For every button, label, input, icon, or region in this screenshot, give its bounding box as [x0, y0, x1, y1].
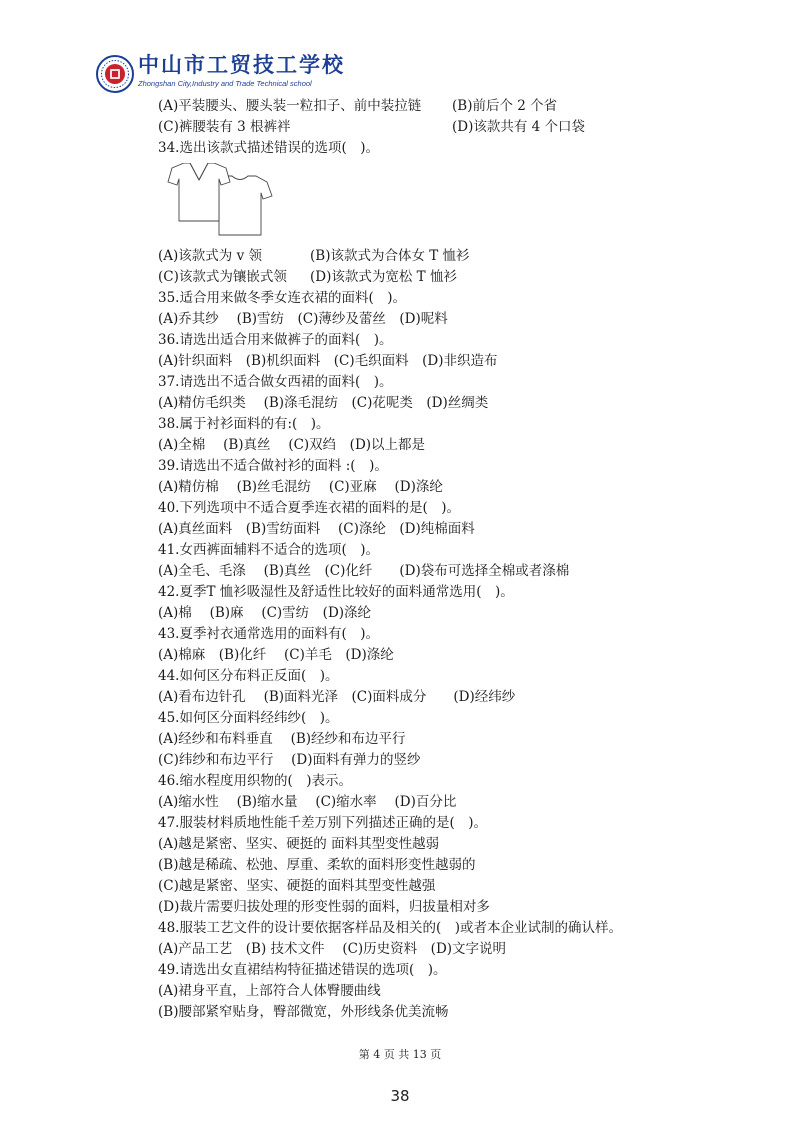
option-row: [158, 117, 758, 138]
option-row: [158, 96, 758, 117]
option-row: (A)针织面料 (B)机织面料 (C)毛织面料 (D)非织造布: [158, 353, 498, 369]
option-row: (B)腰部紧窄贴身，臀部微宽，外形线条优美流畅: [158, 1004, 449, 1020]
question-text: 38.属于衬衫面料的有:( )。: [158, 416, 330, 432]
option-text: (A)平装腰头、腰头装一粒扣子、前中装拉链: [158, 98, 422, 114]
option-row: (A)产品工艺 (B) 技术文件 (C)历史资料 (D)文字说明: [158, 941, 507, 957]
option-text: (C)裤腰装有 3 根裤袢: [158, 119, 291, 135]
option-row: (A)棉 (B)麻 (C)雪纺 (D)涤纶: [158, 605, 372, 621]
option-row: (D)裁片需要归拔处理的形变性弱的面料，归拔量相对多: [158, 899, 490, 915]
option-row: (A)越是紧密、坚实、硬挺的 面料其型变性越弱: [158, 836, 440, 852]
school-name-cn: 中山市工贸技工学校: [138, 52, 345, 77]
option-text: (D)该款共有 4 个口袋: [452, 119, 586, 135]
question-text: 43.夏季衬衣通常选用的面料有( )。: [158, 626, 380, 642]
question-text: 48.服装工艺文件的设计要依据客样品及相关的( )或者本企业试制的确认样。: [158, 920, 623, 936]
tshirt-sketch-icon: [164, 163, 274, 243]
option-text: (C)该款式为镶嵌式领: [158, 269, 287, 285]
page-footer: 第 4 页 共 13 页: [358, 1048, 442, 1061]
question-text: 47.服装材料质地性能千差万别下列描述正确的是( )。: [158, 815, 488, 831]
option-row: (A)精仿棉 (B)丝毛混纺 (C)亚麻 (D)涤纶: [158, 479, 443, 495]
option-row: (A)棉麻 (B)化纤 (C)羊毛 (D)涤纶: [158, 647, 394, 663]
option-text: (A)该款式为 v 领: [158, 248, 262, 264]
option-row: (A)精仿毛织类 (B)涤毛混纺 (C)花呢类 (D)丝绸类: [158, 395, 489, 411]
tshirt-illustration: [158, 159, 758, 246]
question-text: 39.请选出不适合做衬衫的面料 :( )。: [158, 458, 388, 474]
question-text: 42.夏季T 恤衫吸湿性及舒适性比较好的面料通常选用( )。: [158, 584, 514, 600]
option-row: [158, 267, 758, 288]
question-text: 45.如何区分面料经纬纱( )。: [158, 710, 339, 726]
option-row: (A)真丝面料 (B)雪纺面料 (C)涤纶 (D)纯棉面料: [158, 521, 475, 537]
option-row: (C)越是紧密、坚实、硬挺的面料其型变性越强: [158, 878, 436, 894]
question-text: 35.适合用来做冬季女连衣裙的面料( )。: [158, 290, 407, 306]
option-text: (D)该款式为宽松 T 恤衫: [310, 269, 457, 285]
option-text: (B)前后个 2 个省: [452, 98, 558, 114]
option-row: (A)乔其纱 (B)雪纺 (C)薄纱及蕾丝 (D)呢料: [158, 311, 448, 327]
question-text: 49.请选出女直裙结构特征描述错误的选项( )。: [158, 962, 447, 978]
option-row: (A)看布边针孔 (B)面料光泽 (C)面料成分 (D)经纬纱: [158, 689, 516, 705]
option-row: [158, 246, 758, 267]
option-row: (A)缩水性 (B)缩水量 (C)缩水率 (D)百分比: [158, 794, 457, 810]
option-row: (A)全棉 (B)真丝 (C)双绉 (D)以上都是: [158, 437, 426, 453]
school-header: [96, 52, 356, 96]
option-row: (A)经纱和布料垂直 (B)经纱和布边平行: [158, 731, 406, 747]
question-text: 37.请选出不适合做女西裙的面料( )。: [158, 374, 393, 390]
option-row: (B)越是稀疏、松弛、厚重、柔软的面料形变性越弱的: [158, 857, 476, 873]
option-row: (A)全毛、毛涤 (B)真丝 (C)化纤 (D)袋布可选择全棉或者涤棉: [158, 563, 570, 579]
question-text: 41.女西裤面辅料不适合的选项( )。: [158, 542, 380, 558]
option-text: (B)该款式为合体女 T 恤衫: [310, 248, 470, 264]
question-text: 36.请选出适合用来做裤子的面料( )。: [158, 332, 393, 348]
question-text: 40.下列选项中不适合夏季连衣裙的面料的是( )。: [158, 500, 461, 516]
option-row: (C)纬纱和布边平行 (D)面料有弹力的竖纱: [158, 752, 421, 768]
school-name-en: Zhongshan City,Industry and Trade Technical school: [138, 79, 312, 88]
option-row: (A)裙身平直，上部符合人体臀腰曲线: [158, 983, 381, 999]
page-number: 38: [390, 1087, 410, 1105]
question-text: 34.选出该款式描述错误的选项( )。: [158, 140, 380, 156]
question-list: [158, 96, 758, 1023]
question-text: 46.缩水程度用织物的( )表示。: [158, 773, 353, 789]
school-logo-icon: [96, 55, 134, 93]
question-text: 44.如何区分布料正反面( )。: [158, 668, 339, 684]
